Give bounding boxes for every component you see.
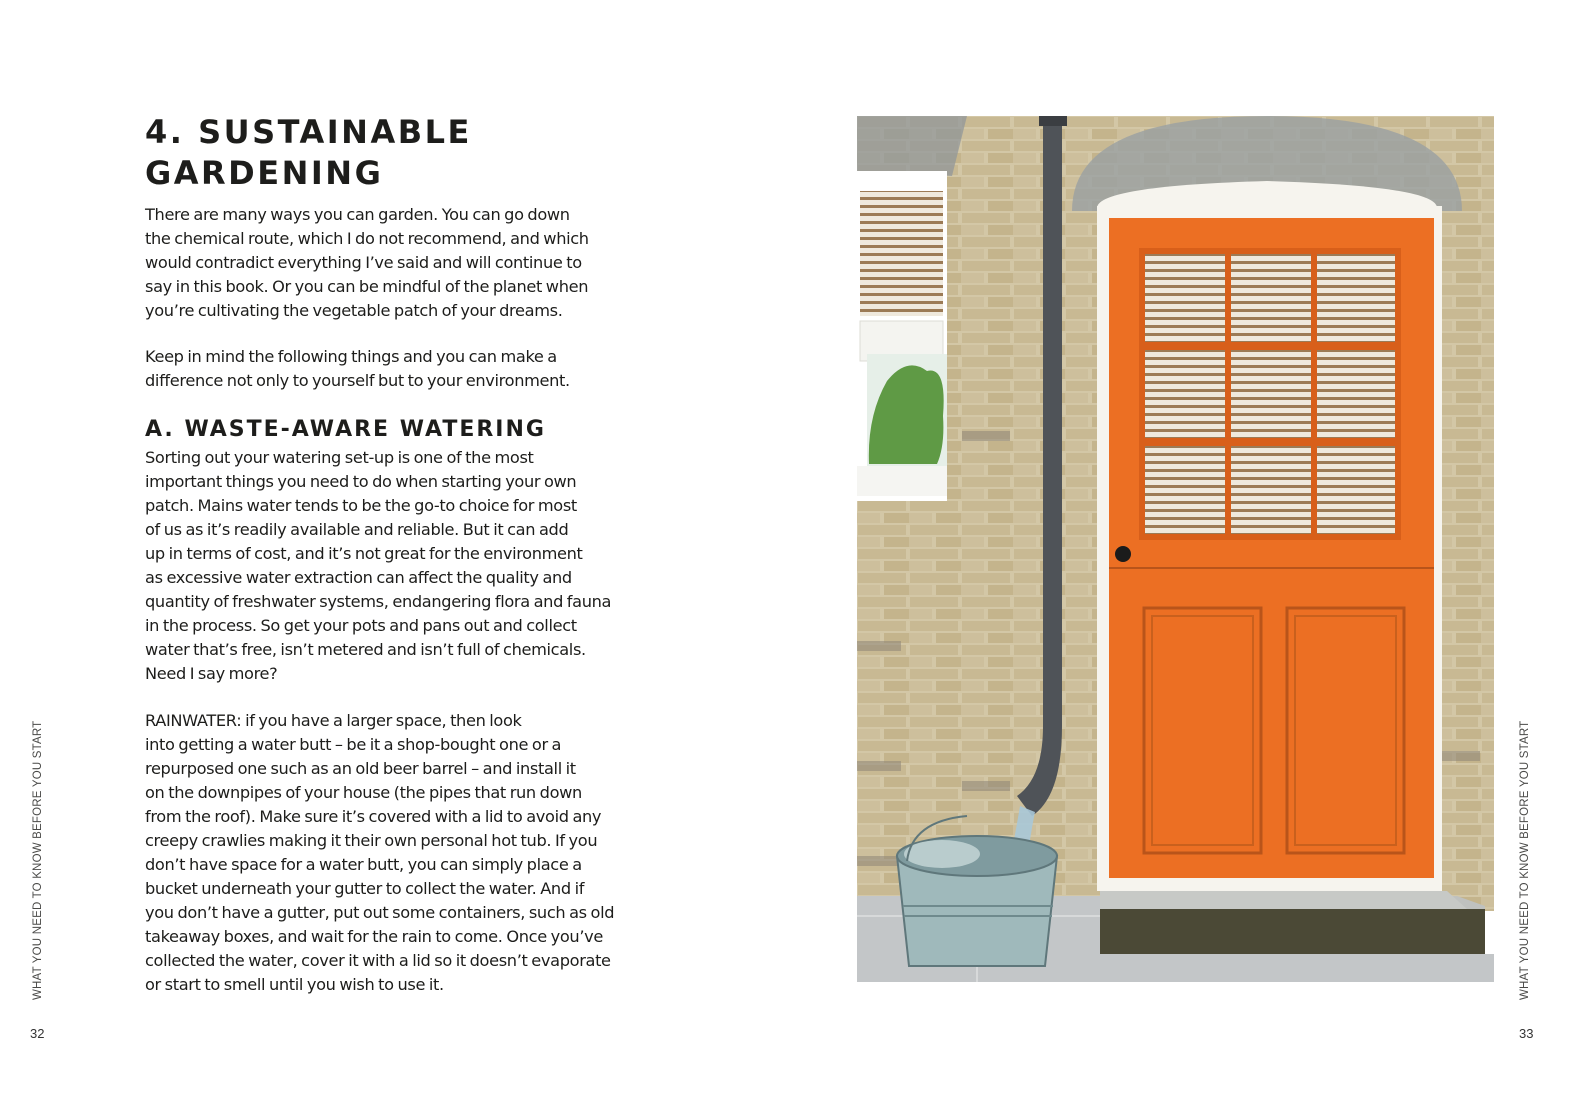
text-line: on the downpipes of your house (the pipes that run down [145, 783, 582, 802]
door-window-panes [1145, 254, 1395, 534]
text-line: or start to smell until you wish to use it. [145, 975, 444, 994]
text-line: patch. Mains water tends to be the go-to choice for most [145, 496, 577, 515]
text-line: collected the water, cover it with a lid so it doesn’t evaporate [145, 951, 611, 970]
text-line: don’t have space for a water butt, you can simply place a [145, 855, 582, 874]
chapter-heading-line-2: GARDENING [145, 154, 384, 192]
text-line: There are many ways you can garden. You can go down [145, 205, 570, 224]
text-line: in the process. So get your pots and pans out and collect [145, 616, 577, 635]
text-line: into getting a water butt – be it a shop-bought one or a [145, 735, 562, 754]
door-illustration [857, 116, 1494, 982]
text-line: bucket underneath your gutter to collect the water. And if [145, 879, 585, 898]
text-line: quantity of freshwater systems, endangering flora and fauna [145, 592, 612, 611]
step-surface [1100, 891, 1467, 909]
text-line: of us as it’s readily available and reliable. But it can add [145, 520, 569, 539]
text-line: you don’t have a gutter, put out some containers, such as old [145, 903, 615, 922]
text-line: difference not only to yourself but to your environment. [145, 371, 570, 390]
text-line: repurposed one such as an old beer barrel – and install it [145, 759, 576, 778]
intro-paragraph-2 [145, 345, 570, 393]
text-line [145, 709, 614, 733]
text-line: Keep in mind the following things and you can make a [145, 347, 557, 366]
text-line: would contradict everything I’ve said and will continue to [145, 253, 582, 272]
chapter-heading-line-1: 4. SUSTAINABLE [145, 113, 472, 151]
door-step [1100, 909, 1485, 954]
rainwater-first-line-rest: : if you have a larger space, then look [236, 711, 522, 730]
running-header-right: WHAT YOU NEED TO KNOW BEFORE YOU START [1519, 720, 1531, 1000]
text-line: water that’s free, isn’t metered and isn’t full of chemicals. [145, 640, 586, 659]
text-line: creepy crawlies making it their own personal hot tub. If you [145, 831, 598, 850]
bucket-strainer [904, 840, 980, 868]
chapter-heading [145, 112, 745, 194]
rainwater-paragraph [145, 709, 614, 997]
text-line: takeaway boxes, and wait for the rain to come. Once you’ve [145, 927, 603, 946]
window-arch [857, 116, 967, 176]
section-heading: A. WASTE-AWARE WATERING [145, 417, 546, 442]
page-number-right: 33 [1519, 1026, 1534, 1041]
text-line: say in this book. Or you can be mindful of the planet when [145, 277, 589, 296]
text-line: Sorting out your watering set-up is one of the most [145, 448, 534, 467]
pavement-right [1100, 954, 1494, 982]
text-line: Need I say more? [145, 664, 278, 683]
text-line: from the roof). Make sure it’s covered with a lid to avoid any [145, 807, 602, 826]
watering-paragraph [145, 446, 611, 686]
text-line: as excessive water extraction can affect the quality and [145, 568, 572, 587]
window-sill [857, 466, 947, 496]
page-number-left: 32 [30, 1026, 45, 1041]
left-page [0, 0, 797, 1093]
door-knob [1115, 546, 1131, 562]
intro-paragraph-1 [145, 203, 589, 323]
right-page [797, 0, 1595, 1093]
running-header-left: WHAT YOU NEED TO KNOW BEFORE YOU START [32, 720, 44, 1000]
text-line: you’re cultivating the vegetable patch of your dreams. [145, 301, 563, 320]
rainwater-keyword: RAINWATER [145, 711, 237, 730]
text-line: important things you need to do when starting your own [145, 472, 577, 491]
text-line: up in terms of cost, and it’s not great for the environment [145, 544, 583, 563]
text-line: the chemical route, which I do not recommend, and which [145, 229, 589, 248]
window-blind [860, 191, 943, 316]
